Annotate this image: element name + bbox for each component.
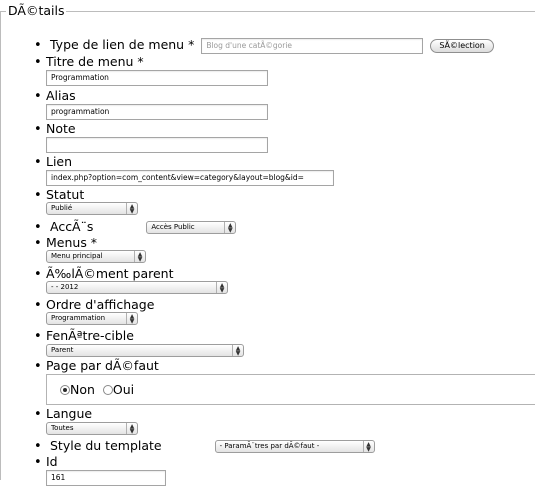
status-label: Statut: [46, 187, 85, 202]
note-input[interactable]: [46, 137, 268, 153]
note-label: Note: [46, 121, 76, 136]
id-row: [34, 454, 58, 470]
note-row: [34, 121, 76, 137]
link-input[interactable]: index.php?option=com_content&view=category&layout=blog&id=: [46, 170, 334, 186]
radio-yes[interactable]: [103, 385, 113, 395]
fieldset-border-top: [0, 11, 535, 12]
up-down-chevron-icon: ▲ ▼: [224, 222, 235, 233]
id-label: Id: [46, 454, 58, 469]
order-row: [34, 297, 154, 313]
status-selected: Publié: [51, 204, 73, 212]
alias-label: Alias: [46, 88, 76, 103]
access-label: AccÃ¨s: [49, 219, 94, 234]
default-page-row: [34, 358, 159, 374]
template-style-label: Style du template: [49, 438, 162, 453]
access-select[interactable]: [146, 221, 236, 234]
menu-type-field[interactable]: [201, 38, 423, 54]
access-row: [34, 219, 233, 235]
target-selected: Parent: [51, 346, 74, 354]
title-row: [34, 54, 144, 70]
menus-selected: Menu principal: [51, 252, 103, 260]
parent-label: Ã‰lÃ©ment parent: [46, 266, 174, 281]
order-label: Ordre d'affichage: [46, 297, 155, 312]
up-down-chevron-icon: ▲ ▼: [134, 251, 145, 262]
up-down-chevron-icon: ▲ ▼: [126, 313, 137, 324]
radio-no[interactable]: [60, 385, 70, 395]
language-selected: Toutes: [51, 424, 74, 432]
id-input[interactable]: 161: [46, 470, 166, 486]
up-down-chevron-icon: ▲ ▼: [363, 441, 374, 452]
radio-yes-label: Oui: [112, 382, 135, 397]
fieldset-legend: DÃ©tails: [8, 3, 65, 18]
link-row: [34, 154, 72, 170]
up-down-chevron-icon: ▲ ▼: [232, 345, 243, 356]
menus-select[interactable]: [46, 250, 146, 263]
title-input[interactable]: Programmation: [46, 70, 268, 86]
up-down-chevron-icon: ▲ ▼: [126, 423, 137, 434]
template-style-selected: - ParamÃ¨tres par dÃ©faut -: [219, 442, 320, 450]
target-label: FenÃªtre-cible: [46, 328, 134, 343]
radio-no-label: Non: [70, 382, 95, 397]
link-label: Lien: [46, 154, 73, 169]
alias-input[interactable]: programmation: [46, 104, 268, 120]
template-style-row: [34, 438, 371, 454]
default-page-box: [46, 374, 535, 405]
menu-type-row: [34, 37, 494, 54]
target-select[interactable]: [46, 344, 244, 357]
default-page-label: Page par dÃ©faut: [46, 358, 159, 373]
status-row: [34, 187, 84, 203]
menus-label: Menus *: [46, 235, 98, 250]
menu-type-placeholder: Blog d'une catÃ©gorie: [206, 40, 293, 50]
status-select[interactable]: [46, 202, 138, 215]
parent-selected: - - 2012: [51, 283, 79, 291]
order-selected: Programmation: [51, 314, 106, 322]
select-menu-type-button[interactable]: SÃ©lection: [430, 39, 494, 53]
order-select[interactable]: [46, 312, 138, 325]
fieldset-border-left: [0, 11, 1, 480]
up-down-chevron-icon: ▲ ▼: [216, 282, 227, 293]
default-page-radios: [60, 383, 134, 397]
menu-type-label: Type de lien de menu *: [49, 37, 195, 52]
up-down-chevron-icon: ▲ ▼: [126, 203, 137, 214]
language-row: [34, 406, 92, 422]
template-style-select[interactable]: [215, 440, 375, 453]
alias-row: [34, 88, 76, 104]
title-label: Titre de menu *: [46, 54, 144, 69]
access-selected: Accès Public: [151, 223, 195, 231]
language-select[interactable]: [46, 422, 138, 435]
parent-select[interactable]: [46, 281, 228, 294]
language-label: Langue: [46, 406, 93, 421]
parent-row: [34, 266, 173, 282]
menus-row: [34, 235, 97, 251]
target-row: [34, 328, 134, 344]
